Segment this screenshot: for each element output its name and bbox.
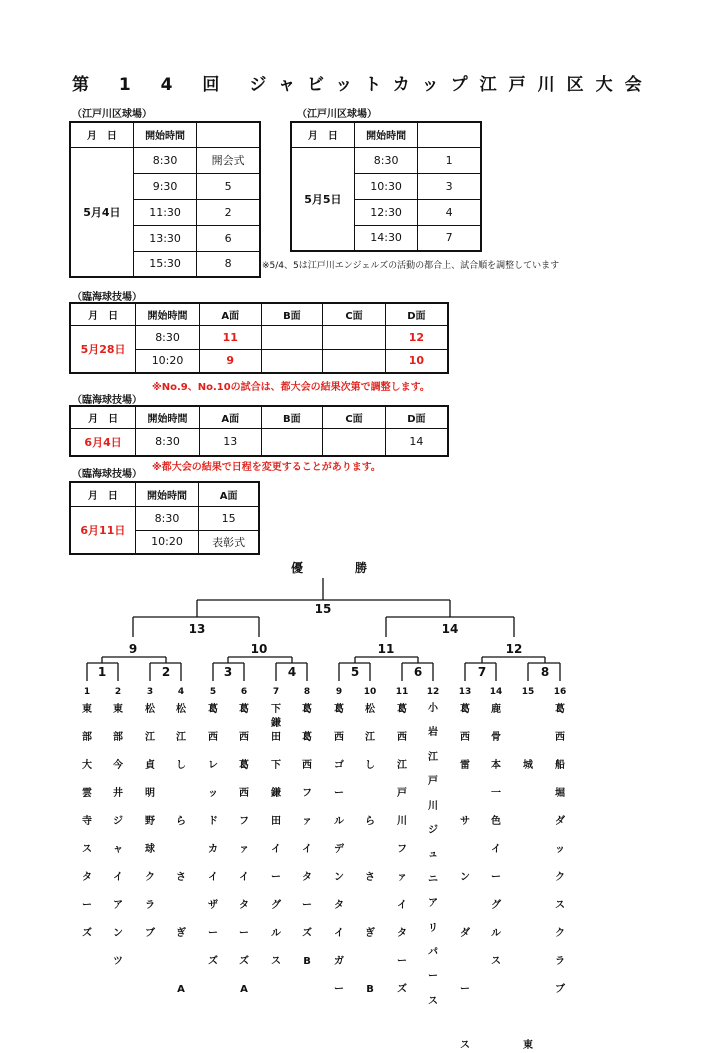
team-name-11: 葛 西 江 戸 川 フ ァ イ タ ー ズ [397,704,407,995]
time-cell: 8:30 [133,147,197,173]
venue-label-rinkai-1: （臨海球技場） [72,292,142,303]
venue-label-rinkai-2: （臨海球技場） [72,395,142,406]
page-title: 第 1 4 回 ジャビットカップ江戸川区大会 [72,75,654,95]
game-cell: 8 [197,251,260,277]
schedule-table-may4 [69,121,261,278]
game-cell [261,428,323,456]
team-name-13: 葛 西 雷 サ ン ダ ー ス [460,704,470,1051]
team-name-10: 松 江 し ら さ ぎ B [365,704,375,995]
team-name-6: 葛 西 葛 西 フ ァ イ タ ー ズ A [239,704,249,995]
seed-number: 14 [489,687,503,697]
team-name-7: 下 鎌 田 下 鎌 田 イ ー グ ル ス [271,704,281,967]
game-cell [261,349,323,373]
seed-number: 6 [240,687,248,697]
bracket-r1-number: 4 [287,665,297,679]
header-month-day: 月 日 [70,482,135,506]
seed-number: 2 [114,687,122,697]
bracket-quarter-number: 11 [377,642,395,656]
seed-number: 12 [426,687,440,697]
seed-number: 5 [209,687,217,697]
time-cell: 15:30 [133,251,197,277]
game-cell: 12 [385,325,448,349]
header-month-day: 月 日 [70,122,133,147]
header-month-day: 月 日 [70,303,136,325]
game-cell: 開会式 [197,147,260,173]
red-note-schedule-change: ※都大会の結果で日程を変更することがあります。 [152,462,381,473]
header-field-d: D面 [385,303,448,325]
team-name-14: 鹿 骨 本 一 色 イ ー グ ル ス [491,704,501,967]
seed-number: 10 [363,687,377,697]
seed-number: 4 [177,687,185,697]
game-cell: 2 [197,199,260,225]
bracket-r1-number: 2 [161,665,171,679]
header-start-time: 開始時間 [136,406,200,428]
team-name-3: 松 江 貞 明 野 球 ク ラ ブ [145,704,155,939]
bracket-r1-number: 5 [350,665,360,679]
schedule-note: ※5/4、5は江戸川エンジェルズの活動の都合上、試合順を調整しています [262,261,560,271]
date-cell: 5月28日 [70,325,136,373]
venue-label-edogawa-2: （江戸川区球場） [297,109,377,120]
game-cell: 7 [418,225,481,251]
bracket-r1-number: 7 [477,665,487,679]
game-cell: 13 [199,428,261,456]
team-name-2: 東 部 今 井 ジ ャ イ ア ン ツ [113,704,123,967]
bracket-quarter-number: 9 [128,642,138,656]
red-note-games-9-10: ※No.9、No.10の試合は、都大会の結果次第で調整します。 [152,382,430,393]
team-name-9: 葛 西 ゴ ー ル デ ン タ イ ガ ー [334,704,344,995]
bracket-r1-number: 3 [223,665,233,679]
seed-number: 15 [521,687,535,697]
team-name-1: 東 部 大 雲 寺 ス タ ー ズ [82,704,92,939]
time-cell: 9:30 [133,173,197,199]
header-start-time: 開始時間 [136,303,200,325]
header-field-a: A面 [199,406,261,428]
time-cell: 13:30 [133,225,197,251]
date-cell: 5月4日 [70,147,133,277]
header-blank [418,122,481,147]
game-cell: 9 [199,349,261,373]
game-cell: 5 [197,173,260,199]
seed-number: 8 [303,687,311,697]
time-cell: 11:30 [133,199,197,225]
team-name-15: 城 東 [523,760,533,1051]
bracket-final-number: 15 [314,602,332,616]
venue-label-edogawa-1: （江戸川区球場） [72,109,152,120]
time-cell: 8:30 [136,325,200,349]
bracket-quarter-number: 12 [505,642,523,656]
game-cell: 6 [197,225,260,251]
header-month-day: 月 日 [291,122,354,147]
seed-number: 11 [395,687,409,697]
time-cell: 10:20 [135,530,198,554]
header-start-time: 開始時間 [354,122,418,147]
header-field-a: A面 [199,303,261,325]
team-name-4: 松 江 し ら さ ぎ A [176,704,186,995]
schedule-table-jun11 [69,481,260,555]
seed-number: 9 [335,687,343,697]
schedule-table-may28 [69,302,449,374]
bracket-r1-number: 1 [97,665,107,679]
bracket-semi-number: 14 [441,622,459,636]
team-name-16: 葛 西 船 堀 ダ ッ ク ス ク ラ ブ [555,704,565,995]
game-cell [323,349,386,373]
time-cell: 8:30 [354,147,418,173]
seed-number: 16 [553,687,567,697]
schedule-table-may5 [290,121,482,252]
time-cell: 8:30 [135,506,198,530]
header-start-time: 開始時間 [133,122,197,147]
time-cell: 14:30 [354,225,418,251]
time-cell: 10:20 [136,349,200,373]
game-cell [323,428,386,456]
header-field-d: D面 [385,406,448,428]
game-cell: 15 [199,506,259,530]
bracket-semi-number: 13 [188,622,206,636]
seed-number: 7 [272,687,280,697]
header-start-time: 開始時間 [135,482,198,506]
game-cell: 14 [385,428,448,456]
game-cell: 11 [199,325,261,349]
team-name-8: 葛 葛 西 フ ァ イ タ ー ズ B [302,704,312,967]
team-name-5: 葛 西 レ ッ ド カ イ ザ ー ズ [208,704,218,967]
team-name-12: 小 岩 江 戸 川 ジ ュ ニ ア リ パ ー ス [428,703,438,1007]
header-blank [197,122,260,147]
header-field-a: A面 [199,482,259,506]
header-field-b: B面 [261,406,323,428]
game-cell: 表彰式 [199,530,259,554]
bracket-quarter-number: 10 [250,642,268,656]
game-cell: 3 [418,173,481,199]
game-cell [323,325,386,349]
bracket-r1-number: 8 [540,665,550,679]
header-field-c: C面 [323,303,386,325]
bracket-r1-number: 6 [413,665,423,679]
game-cell: 10 [385,349,448,373]
schedule-table-jun4 [69,405,449,457]
seed-number: 3 [146,687,154,697]
champion-label: 優 勝 [291,561,388,575]
date-cell: 6月4日 [70,428,136,456]
time-cell: 12:30 [354,199,418,225]
game-cell: 1 [418,147,481,173]
header-field-c: C面 [323,406,386,428]
date-cell: 5月5日 [291,147,354,251]
venue-label-rinkai-3: （臨海球技場） [72,469,142,480]
tournament-bracket [0,575,724,705]
header-month-day: 月 日 [70,406,136,428]
time-cell: 8:30 [136,428,200,456]
game-cell: 4 [418,199,481,225]
seed-number: 13 [458,687,472,697]
game-cell [261,325,323,349]
date-cell: 6月11日 [70,506,135,554]
seed-number: 1 [83,687,91,697]
header-field-b: B面 [261,303,323,325]
time-cell: 10:30 [354,173,418,199]
